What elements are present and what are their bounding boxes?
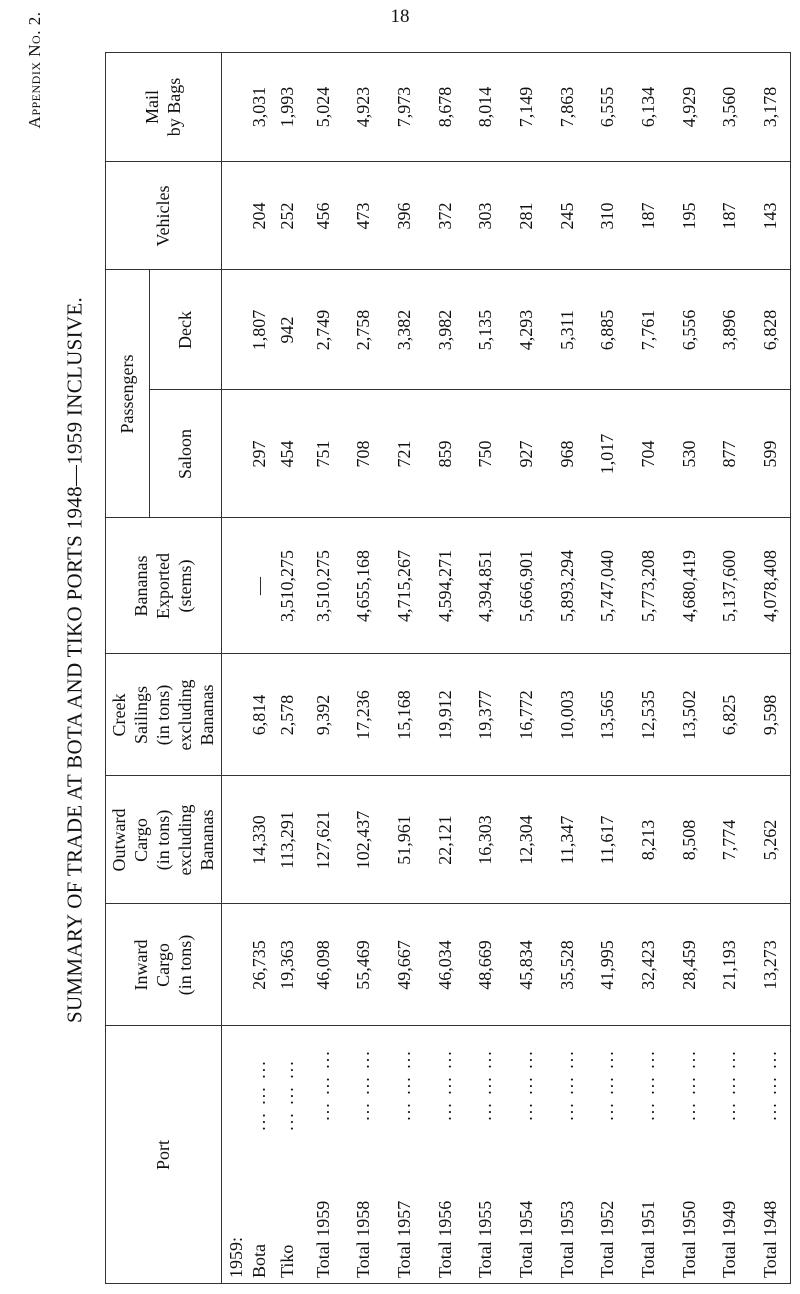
cell-inward: 46,098 [312,940,333,990]
cell-bananas: 5,747,040 [597,550,618,622]
total-row-label: Total 1953 [556,1200,577,1278]
creek-line: Creek [109,693,129,737]
cell-outward: 22,121 [434,815,455,865]
inward-line: (in tons) [175,934,195,996]
cell-bananas: 3,510,275 [276,550,297,622]
cell-deck: 5,135 [475,309,496,351]
header-port: Port [153,1140,173,1171]
cell-outward: 8,508 [678,819,699,861]
bananas-line: (stems) [175,559,195,613]
total-row-label: Total 1951 [638,1200,659,1278]
cell-mail: 7,863 [556,86,577,128]
header-vehicles: Vehicles [153,185,173,247]
cell-inward: 46,034 [434,940,455,990]
cell-bananas: 4,655,168 [353,550,374,622]
appendix-label [15,0,55,140]
header-saloon: Saloon [175,429,195,480]
appendix-label-text: Appendix No. 2. [25,11,44,129]
cell-creek: 6,814 [249,694,270,736]
cell-mail: 8,014 [475,86,496,128]
cell-vehicles: 372 [434,202,455,230]
total-row-label: Total 1956 [434,1200,455,1278]
table-rule [105,517,791,518]
cell-saloon: 297 [249,440,270,468]
cell-inward: 21,193 [719,940,740,990]
cell-creek: 2,578 [276,694,297,736]
cell-creek: 6,825 [719,694,740,736]
cell-creek: 10,003 [556,690,577,740]
bananas-line: Exported [153,553,173,619]
table-rule [105,1025,791,1026]
cell-creek: 19,912 [434,690,455,740]
cell-vehicles: 456 [312,202,333,230]
cell-mail: 3,031 [249,86,270,128]
cell-deck: 6,556 [678,309,699,351]
leader-dots: ... ... ... [434,1049,455,1121]
cell-bananas: — [249,577,270,595]
cell-bananas: 4,680,419 [678,550,699,622]
table-rule [105,903,791,904]
table-rule [105,52,791,53]
cell-saloon: 708 [353,440,374,468]
leader-dots: ... ... ... [249,1059,270,1131]
leader-dots: ... ... ... [719,1049,740,1121]
leader-dots: ... ... ... [556,1049,577,1121]
cell-mail: 8,678 [434,86,455,128]
cell-inward: 45,834 [516,940,537,990]
leader-dots: ... ... ... [394,1049,415,1121]
creek-line: (in tons) [153,684,173,746]
cell-deck: 6,828 [760,309,781,351]
cell-saloon: 454 [276,440,297,468]
leader-dots: ... ... ... [678,1049,699,1121]
leader-dots: ... ... ... [312,1049,333,1121]
cell-vehicles: 303 [475,202,496,230]
cell-creek: 15,168 [394,690,415,740]
header-bananas [105,518,221,654]
inward-line: Cargo [153,943,173,987]
cell-mail: 1,993 [276,86,297,128]
cell-mail: 7,149 [516,86,537,128]
bananas-line: Bananas [131,555,151,617]
cell-saloon: 599 [760,440,781,468]
cell-bananas: 3,510,275 [312,550,333,622]
cell-saloon: 530 [678,440,699,468]
cell-mail: 6,134 [638,86,659,128]
cell-vehicles: 143 [760,202,781,230]
cell-inward: 35,528 [556,940,577,990]
cell-deck: 7,761 [638,309,659,351]
cell-creek: 9,598 [760,694,781,736]
cell-bananas: 4,078,408 [760,550,781,622]
leader-dots: ... ... ... [353,1049,374,1121]
cell-saloon: 750 [475,440,496,468]
cell-deck: 3,982 [434,309,455,351]
cell-creek: 17,236 [353,690,374,740]
cell-bananas: 4,594,271 [434,550,455,622]
cell-inward: 19,363 [276,940,297,990]
creek-line: Bananas [197,684,217,746]
header-deck: Deck [175,311,195,349]
cell-creek: 16,772 [516,690,537,740]
cell-deck: 942 [276,316,297,344]
header-inward [105,904,221,1026]
outward-line: Outward [109,808,129,872]
cell-bananas: 5,137,600 [719,550,740,622]
cell-creek: 12,535 [638,690,659,740]
total-row-label: Total 1957 [394,1200,415,1278]
leader-dots: ... ... ... [597,1049,618,1121]
cell-bananas: 5,893,294 [556,550,577,622]
cell-outward: 113,291 [276,811,297,869]
table-rule [105,161,791,162]
table-rule [790,52,791,1284]
page-title [55,40,95,1260]
cell-mail: 3,560 [719,86,740,128]
cell-outward: 12,304 [516,815,537,865]
leader-dots: ... ... ... [475,1049,496,1121]
cell-vehicles: 204 [249,202,270,230]
port-name: Bota [249,1244,270,1278]
table-rule [105,269,791,270]
total-row-label: Total 1949 [719,1200,740,1278]
total-row-label: Total 1948 [760,1200,781,1278]
cell-deck: 4,293 [516,309,537,351]
cell-inward: 13,273 [760,940,781,990]
table-rule [149,270,150,518]
creek-line: excluding [175,679,195,751]
total-row-label: Total 1952 [597,1200,618,1278]
page-number: 18 [390,6,410,27]
cell-deck: 5,311 [556,310,577,350]
table-rule [105,775,791,776]
creek-line: Sailings [131,686,151,745]
mail-line: by Bags [164,77,184,137]
leader-dots: ... ... ... [638,1049,659,1121]
cell-saloon: 968 [556,440,577,468]
cell-mail: 6,555 [597,86,618,128]
total-row-label: Total 1958 [353,1200,374,1278]
cell-vehicles: 252 [276,202,297,230]
cell-saloon: 721 [394,440,415,468]
port-name: Tiko [276,1244,297,1278]
cell-outward: 11,617 [597,815,618,865]
cell-vehicles: 396 [394,202,415,230]
cell-vehicles: 187 [719,202,740,230]
cell-bananas: 4,715,267 [394,550,415,622]
leader-dots: ... ... ... [276,1059,297,1131]
cell-outward: 102,437 [353,810,374,870]
header-creek [105,654,221,776]
cell-mail: 5,024 [312,86,333,128]
cell-creek: 13,502 [678,690,699,740]
cell-inward: 28,459 [678,940,699,990]
cell-inward: 41,995 [597,940,618,990]
cell-inward: 48,669 [475,940,496,990]
total-row-label: Total 1950 [678,1200,699,1278]
cell-outward: 5,262 [760,819,781,861]
cell-mail: 4,929 [678,86,699,128]
cell-inward: 32,423 [638,940,659,990]
cell-outward: 8,213 [638,819,659,861]
header-outward [105,776,221,904]
cell-saloon: 877 [719,440,740,468]
cell-deck: 3,382 [394,309,415,351]
cell-vehicles: 473 [353,202,374,230]
cell-saloon: 704 [638,440,659,468]
mail-line: Mail [142,90,162,124]
cell-outward: 16,303 [475,815,496,865]
cell-outward: 127,621 [312,810,333,870]
cell-vehicles: 310 [597,202,618,230]
page-title-text: SUMMARY OF TRADE AT BOTA AND TIKO PORTS 1948—1959 INCLUSIVE. [62,296,87,1024]
total-row-label: Total 1959 [312,1200,333,1278]
cell-outward: 51,961 [394,815,415,865]
cell-creek: 9,392 [312,694,333,736]
cell-creek: 13,565 [597,690,618,740]
port-1959-label: 1959: [226,1236,247,1278]
cell-bananas: 5,773,208 [638,550,659,622]
cell-deck: 2,758 [353,309,374,351]
cell-vehicles: 187 [638,202,659,230]
cell-vehicles: 281 [516,202,537,230]
trade-summary-table [105,52,791,1284]
cell-inward: 49,667 [394,940,415,990]
table-rule [105,653,791,654]
table-rule [221,52,222,1284]
cell-inward: 55,469 [353,940,374,990]
table-rule [149,389,791,390]
outward-line: excluding [175,804,195,876]
cell-vehicles: 245 [556,202,577,230]
cell-saloon: 1,017 [597,433,618,475]
cell-mail: 7,973 [394,86,415,128]
cell-vehicles: 195 [678,202,699,230]
cell-saloon: 927 [516,440,537,468]
cell-bananas: 5,666,901 [516,550,537,622]
cell-deck: 3,896 [719,309,740,351]
outward-line: Cargo [131,818,151,862]
cell-mail: 3,178 [760,86,781,128]
cell-deck: 6,885 [597,309,618,351]
outward-line: (in tons) [153,809,173,871]
inward-line: Inward [131,939,151,991]
total-row-label: Total 1955 [475,1200,496,1278]
leader-dots: ... ... ... [760,1049,781,1121]
cell-outward: 14,330 [249,815,270,865]
cell-saloon: 751 [312,440,333,468]
cell-deck: 1,807 [249,309,270,351]
cell-mail: 4,923 [353,86,374,128]
trade-summary-table-wrap [105,52,791,1284]
cell-outward: 7,774 [719,819,740,861]
total-row-label: Total 1954 [516,1200,537,1278]
header-passengers: Passengers [117,354,137,434]
cell-saloon: 859 [434,440,455,468]
table-rule [105,52,106,1284]
table-rule [105,1283,791,1284]
cell-creek: 19,377 [475,690,496,740]
cell-outward: 11,347 [556,815,577,865]
cell-inward: 26,735 [249,940,270,990]
cell-bananas: 4,394,851 [475,550,496,622]
cell-deck: 2,749 [312,309,333,351]
header-mail [105,52,221,162]
leader-dots: ... ... ... [516,1049,537,1121]
outward-line: Bananas [197,809,217,871]
